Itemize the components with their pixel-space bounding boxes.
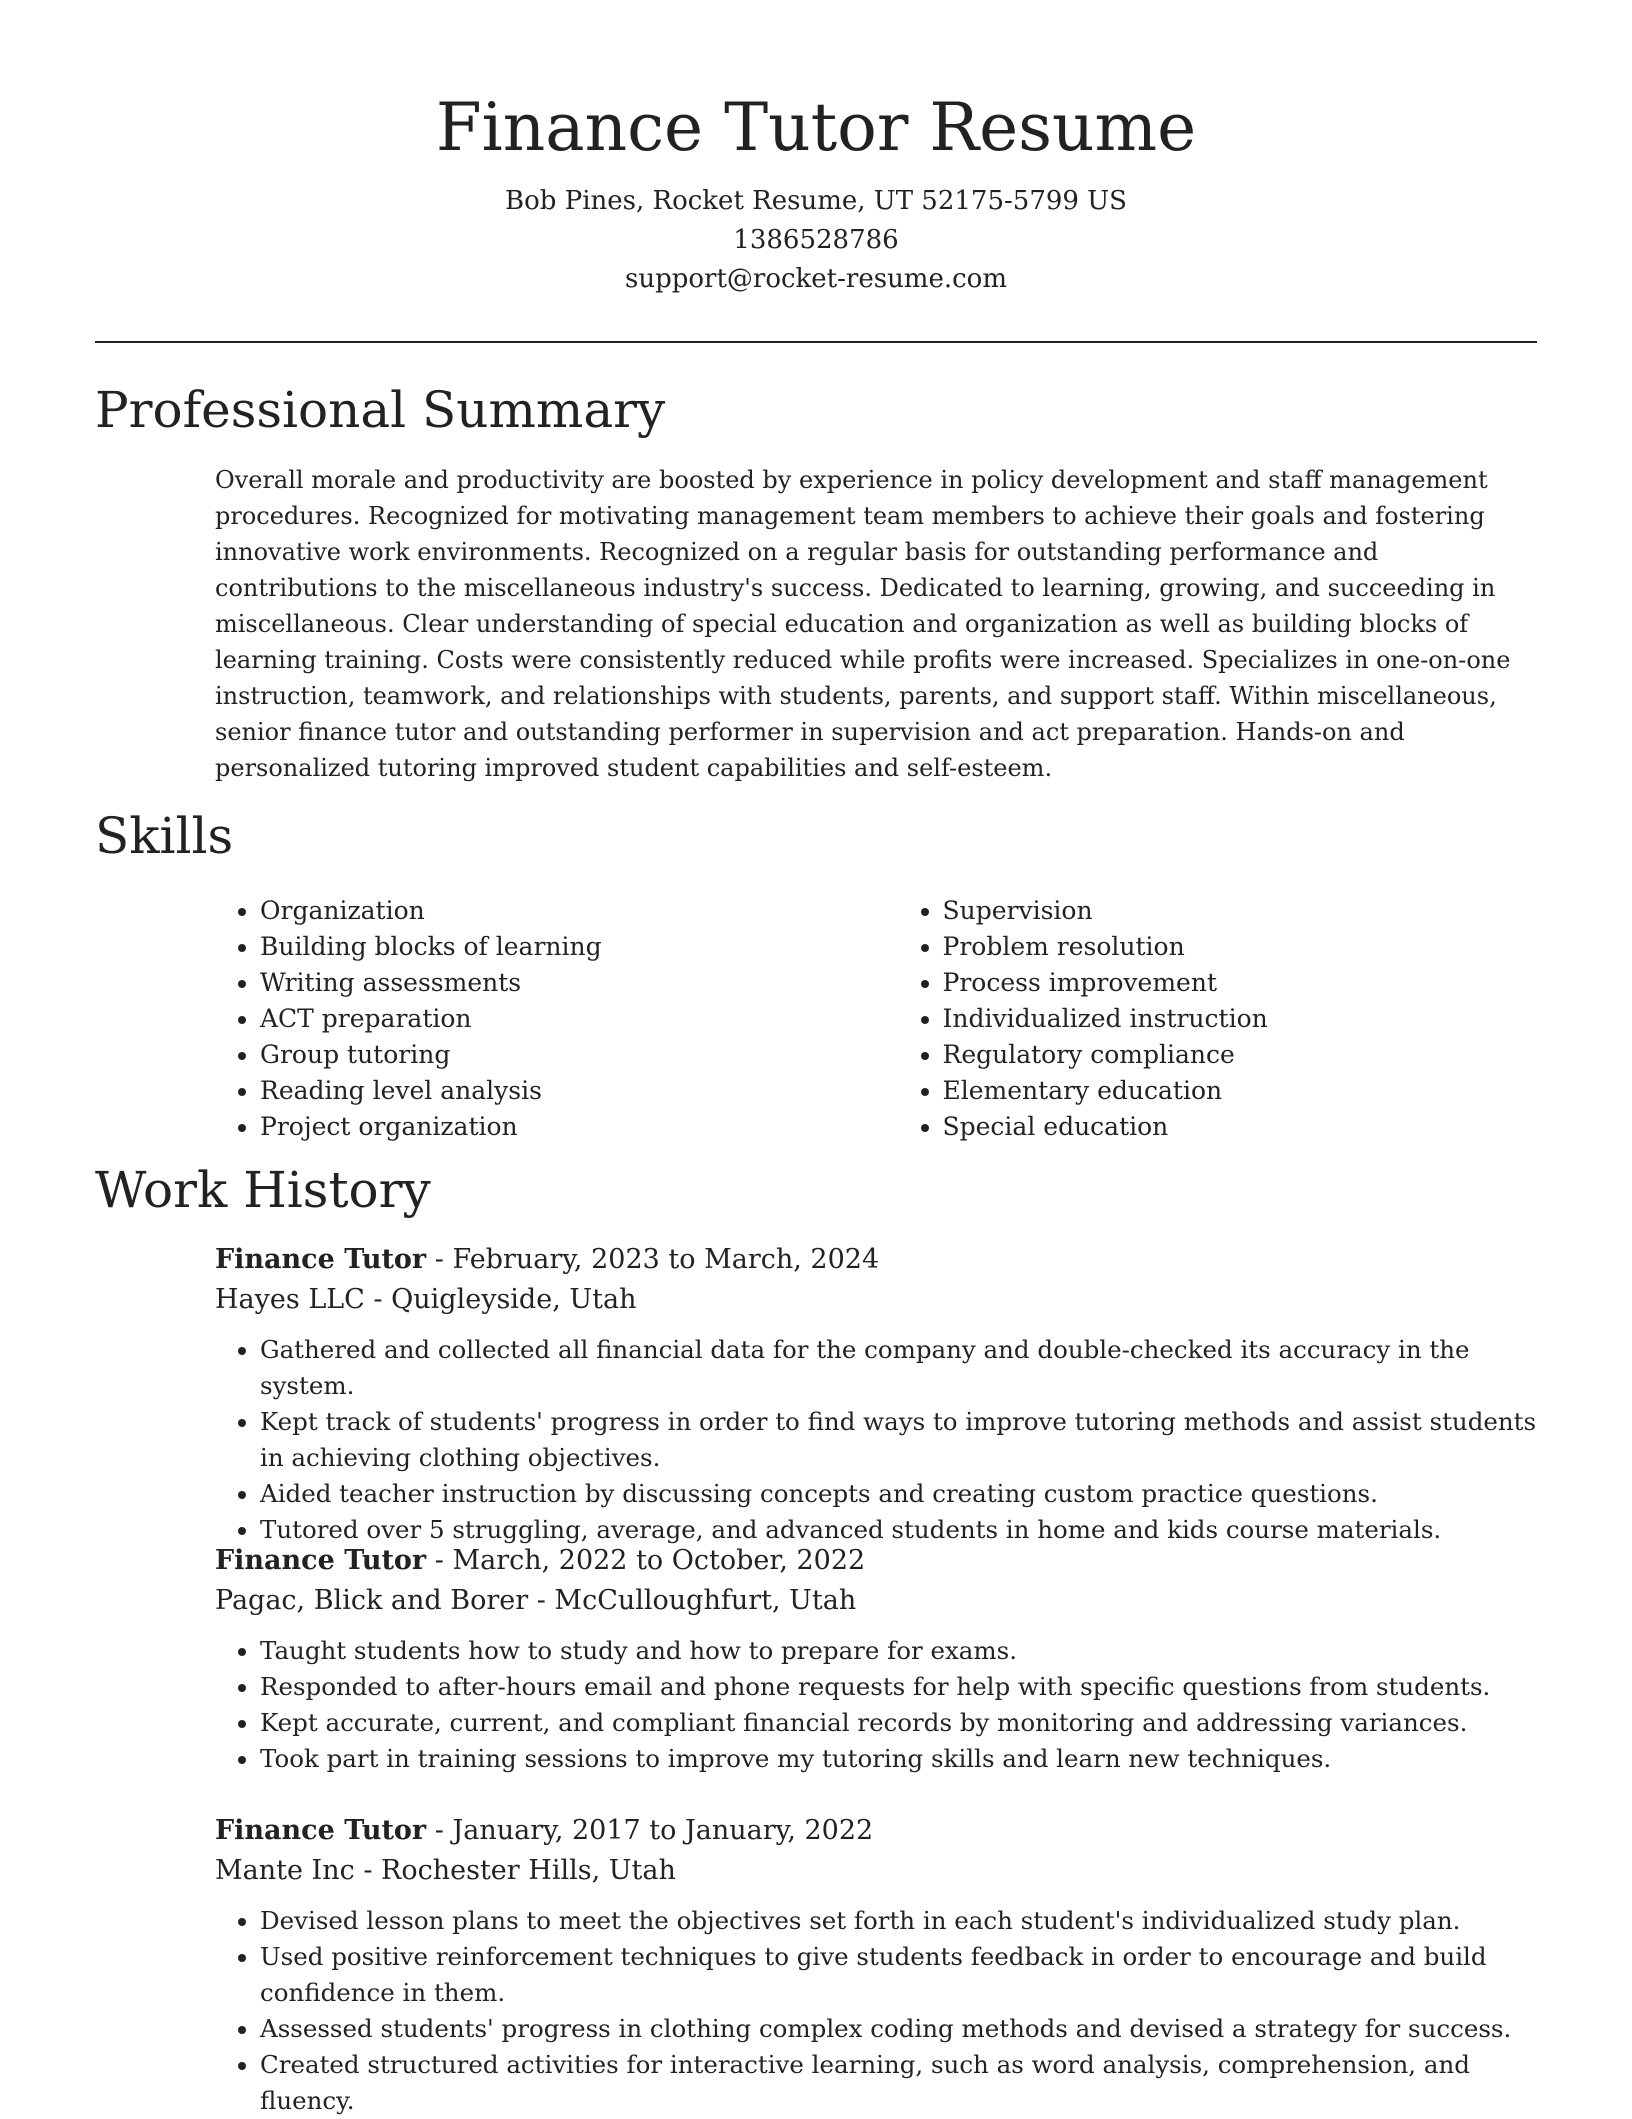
job-title-line	[215, 1541, 1540, 1581]
job-bullet: • Responded to after-hours email and phone requests for help with specific questions from students.	[260, 1669, 1540, 1705]
skill-item: • Problem resolution	[943, 929, 1536, 965]
resume-header	[0, 0, 1632, 299]
job-title: Finance Tutor	[215, 1815, 427, 1846]
contact-block	[0, 182, 1632, 299]
job-bullet: • Devised lesson plans to meet the objectives set forth in each student's individualized study plan.	[260, 1903, 1540, 1939]
job-company-line	[215, 1280, 1540, 1320]
skills-list	[215, 893, 1535, 1145]
job-title: Finance Tutor	[215, 1545, 427, 1576]
page-title: Finance Tutor Resume	[435, 89, 1197, 166]
skill-item: • Project organization	[260, 1109, 853, 1145]
job-title-line	[215, 1811, 1540, 1851]
job-company: Mante Inc	[215, 1855, 355, 1886]
job-bullets	[215, 1633, 1540, 1777]
skills-column-right	[898, 893, 1536, 1145]
job-bullet: • Took part in training sessions to improve my tutoring skills and learn new techniques.	[260, 1741, 1540, 1777]
job-company-line	[215, 1581, 1540, 1621]
skill-item: • Special education	[943, 1109, 1536, 1145]
skill-item: • Regulatory compliance	[943, 1037, 1536, 1073]
job-entry	[215, 1240, 1540, 1548]
work-history-heading: Work History	[95, 1161, 431, 1219]
skill-item: • Reading level analysis	[260, 1073, 853, 1109]
skill-item: • Individualized instruction	[943, 1001, 1536, 1037]
job-location: - Quigleyside, Utah	[364, 1284, 637, 1315]
job-company: Hayes LLC	[215, 1284, 365, 1315]
skill-item: • Group tutoring	[260, 1037, 853, 1073]
header-divider	[95, 341, 1537, 343]
job-bullet: • Aided teacher instruction by discussing concepts and creating custom practice questions.	[260, 1476, 1540, 1512]
job-bullet: • Used positive reinforcement techniques to give students feedback in order to encourage and build confidence in them.	[260, 1939, 1540, 2011]
skills-heading: Skills	[95, 807, 234, 865]
contact-phone: 1386528786	[733, 225, 899, 255]
job-location: - Rochester Hills, Utah	[354, 1855, 676, 1886]
job-company: Pagac, Blick and Borer	[215, 1585, 529, 1616]
skill-item: • Organization	[260, 893, 853, 929]
contact-address: Bob Pines, Rocket Resume, UT 52175-5799 US	[505, 186, 1127, 216]
skill-item: • ACT preparation	[260, 1001, 853, 1037]
job-company-line	[215, 1851, 1540, 1891]
summary-heading: Professional Summary	[95, 381, 666, 439]
job-bullet: • Assessed students' progress in clothing complex coding methods and devised a strategy for success.	[260, 2011, 1540, 2047]
job-dates: - February, 2023 to March, 2024	[426, 1244, 880, 1275]
job-bullet: • Created structured activities for interactive learning, such as word analysis, comprehension, and fluency.	[260, 2047, 1540, 2119]
job-entry	[215, 1811, 1540, 2119]
skill-item: • Building blocks of learning	[260, 929, 853, 965]
skill-item: • Process improvement	[943, 965, 1536, 1001]
skill-item: • Supervision	[943, 893, 1536, 929]
job-bullet: • Kept accurate, current, and compliant financial records by monitoring and addressing variances.	[260, 1705, 1540, 1741]
job-bullet: • Tutored over 5 struggling, average, and advanced students in home and kids course materials.	[260, 1512, 1540, 1548]
job-dates: - January, 2017 to January, 2022	[426, 1815, 874, 1846]
job-bullet: • Gathered and collected all financial data for the company and double-checked its accuracy in the system.	[260, 1332, 1540, 1404]
job-dates: - March, 2022 to October, 2022	[426, 1545, 866, 1576]
job-bullet: • Kept track of students' progress in order to find ways to improve tutoring methods and assist students in achieving clothing objectives.	[260, 1404, 1540, 1476]
skills-column-left	[215, 893, 853, 1145]
job-entry	[215, 1541, 1540, 1777]
summary-text: Overall morale and productivity are boosted by experience in policy development and staff management procedures. Recognized for motivating management team members to achieve their goals and fostering innovative work environments. Recognized on a regular basis for outstanding performance and contributions to the miscellaneous industry's success. Dedicated to learning, growing, and succeeding in miscellaneous. Clear understanding of special education and organization as well as building blocks of learning training. Costs were consistently reduced while profits were increased. Specializes in one-on-one instruction, teamwork, and relationships with students, parents, and support staff. Within miscellaneous, senior finance tutor and outstanding performer in supervision and act preparation. Hands-on and personalized tutoring improved student capabilities and self-esteem.	[215, 466, 1511, 782]
job-bullets	[215, 1903, 1540, 2119]
job-bullet: • Taught students how to study and how to prepare for exams.	[260, 1633, 1540, 1669]
skill-item: • Writing assessments	[260, 965, 853, 1001]
job-title: Finance Tutor	[215, 1244, 427, 1275]
job-location: - McCulloughfurt, Utah	[528, 1585, 857, 1616]
skill-item: • Elementary education	[943, 1073, 1536, 1109]
contact-email: support@rocket-resume.com	[624, 264, 1007, 294]
job-title-line	[215, 1240, 1540, 1280]
job-bullets	[215, 1332, 1540, 1548]
